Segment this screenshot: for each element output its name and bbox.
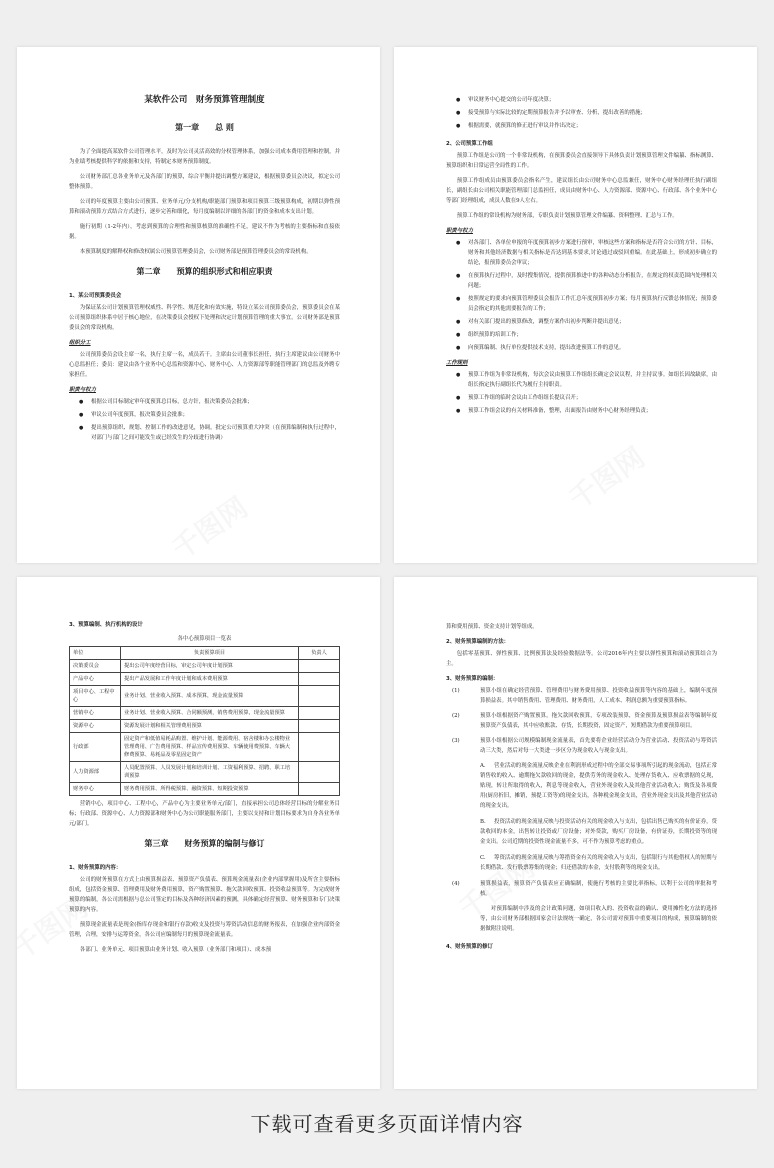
list-item: ● 接受预算与实际比较的定期预算报告并予以审查、分析，提出改善的措施；: [468, 108, 717, 118]
table-header-row: [70, 647, 340, 660]
chapter-2-heading: 第二章 预算的组织形式和相应职责: [136, 267, 273, 276]
list-item: ● 审议财务中心提交的公司年度决算；: [468, 95, 717, 105]
table-cell: 资源中心: [70, 720, 121, 733]
numbered-item: [446, 686, 717, 706]
paragraph: 预算工作组的常设机构为财务部，专职负责计划预算管理文件编纂、资料整理、汇总与工作。: [456, 213, 678, 219]
section-heading: 3、财务预算的编制：: [446, 676, 499, 682]
table-cell: [299, 762, 340, 783]
table-cell: [299, 707, 340, 720]
table-cell: 产品中心: [70, 673, 121, 686]
table-cell: 营销中心: [70, 707, 121, 720]
paragraph: 本预算制度的解释权和修改权属公司预算管理委员会，公司财务部是预算管理委员会的常设机构。: [79, 249, 312, 255]
item-number: (3): [452, 738, 460, 744]
section-heading: 3、预算编制、执行机构的设计: [69, 622, 143, 628]
item-number: (1): [452, 688, 460, 694]
subheading-duty: 职责与权力: [69, 387, 96, 393]
watermark: [560, 437, 652, 518]
table-row: [70, 660, 340, 673]
item-text: 营业活动的现金流量反映企业在利润形成过程中的全部交易事项所引起的现金流动，包括正常销售收的收入、逾期拖欠款收回的现金，提供劳务的现金收入、处理存货收入、应收票据的兑现，贴现，转让所取得的收入，利息等现金收入，营业外现金收入及其他营业活动收入；购货及各项费用(厨房折旧，摊销，预提工资等)的现金支出，各种税金现金支出，营业外现金支出及其他营业活动的现金支出。: [480, 763, 717, 809]
paragraph: 对预算编制中涉及的会计政策问题，如项目收入的、投资收益的确认、费用摊性化方法的选择等，由公司财务部根据国家会计法规统一确定，各公司需对预算中重要项目的构成，预算编制的依据做附注说明。: [480, 906, 717, 932]
item-letter: B.: [480, 819, 486, 825]
table-row: [70, 707, 340, 720]
subheading-rules: 工作规则: [446, 360, 468, 366]
list-item: ● 提出预算组织、规划、控制工作的改进意见，协调，批定公司预算重大冲突（在预算编制和执行过程中，对部门与部门之间可能发生或已经发生的分歧进行协调）: [91, 423, 340, 443]
table-cell: 决策委员会: [70, 660, 121, 673]
page-4-content: [446, 622, 717, 954]
item-letter: C.: [480, 855, 486, 861]
table-cell: [299, 733, 340, 762]
item-text: 投资活动的现金流量反映与投资活动有关的现金收入与支出，包括出售已购买的有价证券，贷款收回的本金，出售转让投资或厂房设备；对外贷款，购买厂房设备，有价证券，长期投资等的现金支出。公司近期的投资性现金流量不多，可不作为预算考虑的重点。: [480, 819, 717, 845]
table-cell: [299, 783, 340, 796]
rules-list: [446, 370, 717, 416]
numbered-item: [446, 736, 717, 756]
paragraph: 公司财务部汇总各业务单元及各部门的预算，综合平衡并提出调整方案建议，根据预算委员会决议，拟定公司整体预算。: [69, 174, 340, 190]
lettered-item: [446, 761, 717, 811]
table-cell: 提出产品发展和工作年度计划和成本费用预算: [121, 673, 299, 686]
list-item: ● 对各部门、各单位申报的年度预算初步方案进行预审，审核这些方案和指标是否符合公司的方针、目标，财务和其他经济数据与相关指标是否达到基本要求,讨论通过或驳回重编。在此基础上，形成初步确立的结论，报预算委员会审议；: [468, 238, 717, 268]
duty-list: [69, 397, 340, 443]
paragraph: 公司的年度预算主要由公司预算、业务单元/分支机构/职能部门预算和项目预算三级预算构成，初期以弹性预算和滚动预算方式结合方式进行，逐步完善和细化，每月度编制以评细的各部门的资金和成本支出计划。: [69, 199, 340, 215]
subheading-duty: 职责与权力: [446, 228, 473, 234]
section-heading: 1、财务预算的内容：: [69, 865, 122, 871]
section-heading: 2、公司预算工作组: [446, 141, 493, 147]
list-item: ● 预算工作组会议的有关材料准备，整理，出面报告由财务中心财务经理负责；: [468, 406, 717, 416]
duty-list: [446, 238, 717, 353]
table-cell: 业务计划、营业收入预算、合同额预测，销售费用预算，现金流量预算: [121, 707, 299, 720]
list-item: ● 根据公司目标制定审年度预算总目标，总方针，报决策委员会批准；: [91, 397, 340, 407]
table-cell: 人力资源部: [70, 762, 121, 783]
table-cell: 项目中心、工程中心: [70, 686, 121, 707]
list-item: ● 向预算编制、执行单位提供技术支持，提出改进预算工作的意见。: [468, 343, 717, 353]
document-page-3: [17, 577, 380, 1089]
table-cell: 财务费用预算、所得税预算、融资预算、短期投资预算: [121, 783, 299, 796]
table-row: [70, 733, 340, 762]
item-letter: A.: [480, 763, 486, 769]
paragraph: 包括零基预算、弹性预算、比例预算法及经验数据法等。公司2016年内主要以弹性预算和滚动预算结合为主。: [446, 651, 717, 667]
table-cell: 财务中心: [70, 783, 121, 796]
item-number: (2): [452, 713, 460, 719]
table-cell: [299, 660, 340, 673]
chapter-3-heading: 第三章 财务预算的编制与修订: [144, 839, 265, 848]
column-header: 单位: [70, 647, 121, 660]
paragraph: 为了全面提高某软件公司管理水平，及时为公司灵活高效的分权管理体系，加强公司成本费用管理和控制，并为业绩考核提供科学的依据和支持，特制定本财务预算制度。: [69, 149, 340, 165]
paragraph: 预算现金流量表是现金(指库存现金和银行存款)收支及投资与筹资活动信息的财务报表，在加强企业内部资金管理，合理，安排与运筹资金，各公司应编制每月的预算现金流量表。: [69, 922, 340, 938]
paragraph: 公司预算委员会设主席一名，执行主席一名，成员若干。主席由公司董事长担任，执行主席建议由公司财务中心总监担任；委员：建议由各个业务中心总监和资源中心、财务中心、人力资源部等职能管理部门的总监及外聘专家担任。: [69, 352, 340, 378]
item-text: 筹资活动的现金流量反映与筹措资金有关的现金收入与支出，包括银行与其他借权人的短期与长期借款、发行股票筹集的现金；归还借款的本金，支付股利等的现金支出。: [480, 855, 717, 871]
table-row: [70, 686, 340, 707]
page-3-content: [69, 620, 340, 960]
section-heading: 4、财务预算的修订: [446, 944, 493, 950]
paragraph: 预算工作组成员由预算委员会指名产生，建议组长由公司财务中心总监兼任，财务中心财务经理任执行副组长，副组长由公司相关职能管理部门总监担任，成员由财务中心、人力资源部、资源中心、行政部、各个业务中心等部门经理组成，成员人数在9人左右。: [446, 178, 717, 204]
table-cell: 固定资产和低值易耗品购置、维护计划、能源费用、宿舍楼和办公楼物业管理费用、广告费用预算、样品宣传费用预算、车辆使用费预算、车辆大修费预算、易耗品及零星固定资产: [121, 733, 299, 762]
table-caption: 各中心预算项目一览表: [177, 636, 232, 642]
lettered-item: [446, 853, 717, 873]
table-cell: [299, 686, 340, 707]
budget-table: [69, 646, 340, 796]
table-cell: 资源发展计划和相关管理费用预算: [121, 720, 299, 733]
paragraph: 公司的财务预算在方式上由预算损益表、预算资产负债表、预算现金流量表(企业内部掌握用)及所含主要指标组成，包括资金预算、管理费用及财务费用预算，资产购置预算、拖欠款回收预算、投资收益预算等。为完成财务预算的编制，各公司需根据与总公司签定的目标及各种经济因素的预测，具体确定经营预算、财务预算和专门决策预算的内容。: [69, 877, 340, 913]
numbered-item: [446, 879, 717, 899]
item-text: 预算小组在确定经营预算、管理费用与财务费用预算、投资收益预算等内容的基础上，编制年度预算损益表。其中销售费用、管理费用、财务费用，人工成本、利润总额为重要预算指标。: [480, 688, 717, 704]
paragraph: 预算工作组是公司的一个非常设机构，在预算委员会直接领导下具体负责计划预算管理文件编纂、指标测算、预算组织和日常运营全局性的工作。: [446, 153, 717, 169]
table-cell: [299, 720, 340, 733]
table-cell: 业务计划、营业收入预算、成本预算，现金流量预算: [121, 686, 299, 707]
list-item: ● 对有关部门提出的预算修改，调整方案作出初步判断并提出意见；: [468, 317, 717, 327]
paragraph: 施行初期（1-2年内），考虑到预算的合理性和预算核算的准确性不足，建议不作为考核的主要指标和直接依据。: [69, 224, 340, 240]
table-cell: [299, 673, 340, 686]
table-row: [70, 783, 340, 796]
column-header: 负责预算项目: [121, 647, 299, 660]
paragraph: 营销中心，项目中心、工程中心，产品中心为主要业务单元/部门，直接承担公司总体经营目标的分解业务目标；行政部、资源中心、人力资源部和财务中心为公司职能服务部门，主要以支持和计划目标要求为自身各业务单元/部门。: [69, 801, 340, 827]
item-text: 预算损益表，预算资产负债表应正确编制，使施行考核的主要比率指标，以利于公司的审批和考核。: [480, 881, 717, 897]
download-prompt: 下载可查看更多页面详情内容: [250, 1112, 524, 1136]
list-item: ● 预算工作组为非常设机构，每次会议由预算工作组组长确定会议议程，并主持议事。如组长因故缺席，由组长指定执行副组长代为履行主持职责。: [468, 370, 717, 390]
list-item: ● 在预算执行过程中，及时搜集情况，提供预算推进中的各种动态分析报告，在规定的权责范围内处理相关问题；: [468, 271, 717, 291]
list-item: ● 按照规定的要求向预算管理委员会报告工作汇总年度预算初步方案；每月预算执行反馈总体情况；预算委员会指定的其他需要报告的工作；: [468, 294, 717, 314]
chapter-1-heading: 第一章 总 则: [175, 123, 234, 132]
paragraph: 各部门、业务单元、项目预算由业务计划、收入预算（业务部门和项目）、成本预: [79, 947, 272, 953]
document-page-4: [394, 577, 757, 1089]
bullet-list: [446, 95, 717, 131]
item-text: 预算小组根据公司规模编制现金流量表，首先要将企业经营活动分为营业活动、投资活动与筹资活动三大类，然后对每一大类进一步区分为现金收入与现金支出。: [480, 738, 717, 754]
table-cell: 人员配置预算、人员发展计划和培训计划、工资福利预算、招聘、职工培训预算: [121, 762, 299, 783]
list-item: ● 根据需要，就预算的修正进行审议并作出决定；: [468, 121, 717, 131]
paragraph: 算和费用预算、资金支持计划等组成。: [446, 624, 538, 630]
column-header: 负责人: [299, 647, 340, 660]
table-row: [70, 673, 340, 686]
paragraph: 为保证某公司计划预算管理权威性、科学性、规范化和有效实施，特设立某公司预算委员会，预算委员会在某公司预算组织体系中居于核心地位，在决策委员会授权下处理和决定计划预算管理的重大事宜。公司财务部是预算委员会的常设机构。: [69, 305, 340, 331]
item-number: (4): [452, 881, 460, 887]
section-heading: 1、某公司预算委员会: [69, 293, 122, 299]
table-cell: 提出公司年度经营目标，审定公司年度计划预算: [121, 660, 299, 673]
table-cell: 行政部: [70, 733, 121, 762]
numbered-item: [446, 711, 717, 731]
page-1-content: [69, 95, 340, 446]
document-page-2: [394, 47, 757, 563]
table-row: [70, 762, 340, 783]
section-heading: 2、财务预算编制的方法：: [446, 639, 510, 645]
list-item: ● 预算工作组的临时会议由工作组组长提议召开；: [468, 393, 717, 403]
list-item: ● 组织预算的培训工作；: [468, 330, 717, 340]
table-row: [70, 720, 340, 733]
lettered-item: [446, 817, 717, 847]
page-2-content: [446, 95, 717, 419]
item-text: 预算小组根据资产购置预算，拖欠款回收预算，专项改装预算，资金预算及预算损益表等编制年度预算资产负债表，其中应收账款、存货，长期投资，固定资产，短期借款为重要预算项目。: [480, 713, 717, 729]
document-title: 某软件公司 财务预算管理制度: [144, 95, 265, 105]
list-item: ● 审议公司年度预算，报决策委员会批准；: [91, 410, 340, 420]
subheading-org: 组织分工: [69, 340, 91, 346]
watermark: [163, 487, 255, 563]
document-page-1: [17, 47, 380, 563]
